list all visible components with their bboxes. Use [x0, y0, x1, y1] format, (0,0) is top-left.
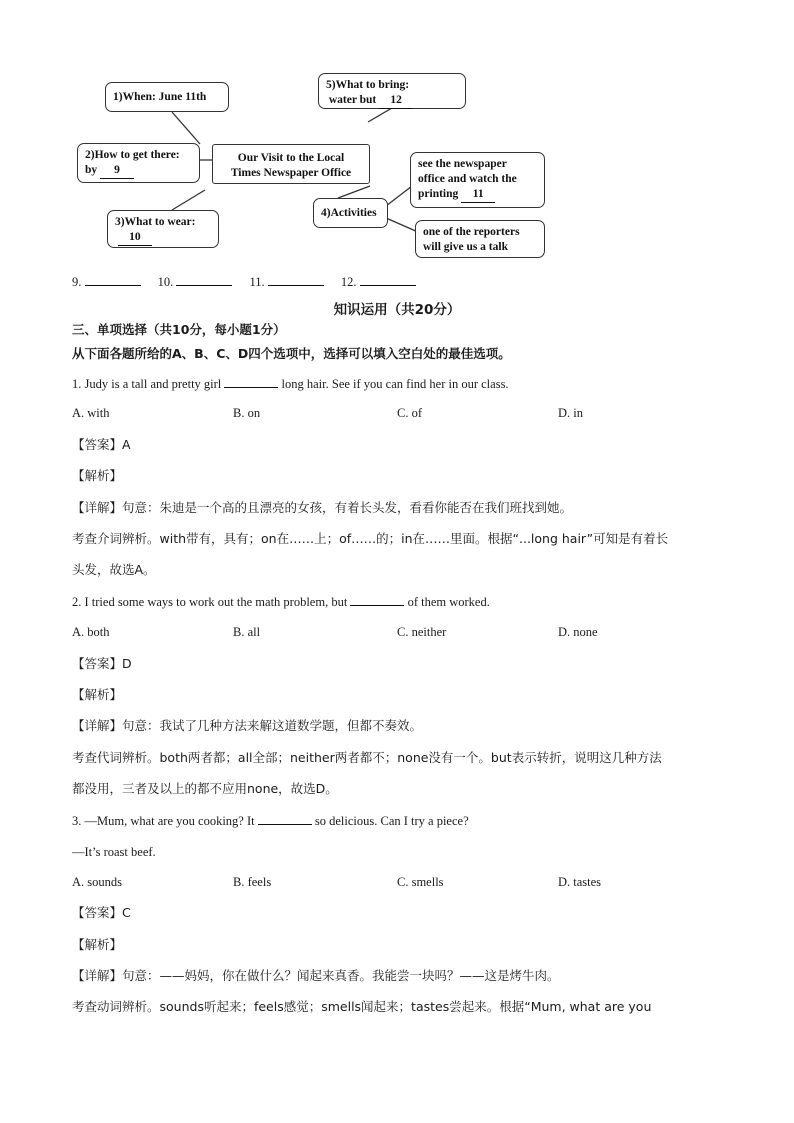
blank-12[interactable]: 12	[379, 93, 413, 109]
question-blank[interactable]	[224, 376, 278, 388]
wear-title: 3)What to wear:	[115, 216, 196, 228]
stem-part-b: so delicious. Can I try a piece?	[314, 814, 469, 828]
option-d[interactable]: D. in	[558, 406, 583, 420]
blank-11[interactable]: 11	[461, 187, 495, 203]
act2-line-2: will give us a talk	[423, 241, 508, 253]
center-line-1: Our Visit to the Local	[237, 152, 345, 164]
question-2-answer: 【答案】D	[72, 656, 132, 671]
act1-line-3	[418, 187, 537, 203]
question-1-detail: 【详解】句意：朱迪是一个高的且漂亮的女孩，有着长头发，看看你能否在我们班找到她。	[72, 500, 573, 515]
question-2-stem	[72, 594, 490, 610]
mind-map-diagram	[0, 0, 794, 270]
box-activity-2	[415, 220, 545, 258]
answer-blank-12[interactable]	[341, 273, 416, 290]
option-c[interactable]: C. smells	[397, 875, 444, 889]
option-b[interactable]: B. all	[233, 625, 261, 639]
box-bring	[318, 73, 466, 109]
option-d[interactable]: D. none	[558, 625, 598, 639]
question-1-answer: 【答案】A	[72, 437, 131, 452]
answer-blank-10[interactable]	[158, 273, 233, 290]
box-activities	[313, 198, 388, 228]
wear-line	[115, 230, 211, 246]
option-b[interactable]: B. feels	[233, 875, 272, 889]
answer-blank-9[interactable]	[72, 273, 141, 290]
question-1-explain-1: 考查介词辨析。with带有，具有；on在……上；of……的；in在……里面。根据“...long hair”可知是有着长	[72, 531, 669, 546]
stem-part-b: long hair. See if you can find her in our class.	[281, 377, 509, 391]
connector-act2	[386, 218, 418, 232]
how-title: 2)How to get there:	[85, 149, 180, 161]
question-1-stem	[72, 376, 509, 392]
question-2-analysis: 【解析】	[72, 687, 123, 702]
question-1-analysis: 【解析】	[72, 468, 123, 483]
box-wear	[107, 210, 219, 248]
connector-when	[172, 112, 200, 144]
question-blank[interactable]	[350, 594, 404, 606]
activities-label: 4)Activities	[321, 207, 377, 219]
blank-number: 12.	[340, 275, 357, 289]
question-2-explain-2: 都没用，三者及以上的都不应用none，故选D。	[72, 781, 338, 796]
question-3-reply: —It’s roast beef.	[72, 845, 156, 859]
blank-number: 9.	[72, 275, 82, 289]
part-heading: 三、单项选择（共10分，每小题1分）	[72, 322, 286, 337]
act1-line-1: see the newspaper	[418, 158, 507, 170]
bring-line-text: water but	[328, 94, 377, 106]
option-a[interactable]: A. with	[72, 406, 110, 420]
connector-activities	[338, 186, 370, 198]
question-3-stem	[72, 813, 469, 829]
instruction: 从下面各题所给的A、B、C、D四个选项中，选择可以填入空白处的最佳选项。	[72, 346, 511, 361]
section-title: 知识运用（共20分）	[333, 302, 461, 318]
box-how	[77, 143, 200, 183]
blank-9[interactable]: 9	[100, 163, 134, 179]
connector-wear	[172, 190, 205, 210]
bring-title: 5)What to bring:	[326, 79, 410, 91]
box-when	[105, 82, 229, 112]
option-c[interactable]: C. of	[397, 406, 422, 420]
center-line-2: Times Newspaper Office	[230, 167, 352, 179]
stem-part-a: 3. —Mum, what are you cooking? It	[72, 814, 255, 828]
connector-act1	[386, 186, 412, 206]
option-b[interactable]: B. on	[233, 406, 261, 420]
how-line-text: by	[85, 164, 98, 176]
box-activity-1	[410, 152, 545, 208]
blank-10[interactable]: 10	[118, 230, 152, 246]
act1-line-2: office and watch the	[418, 173, 517, 185]
option-a[interactable]: A. sounds	[72, 875, 123, 889]
question-1-explain-2: 头发，故选A。	[72, 562, 156, 577]
when-label: 1)When: June 11th	[113, 91, 207, 103]
blank-number: 10.	[157, 275, 174, 289]
question-3-analysis: 【解析】	[72, 937, 123, 952]
blank-number: 11.	[249, 275, 265, 289]
bring-line	[326, 93, 458, 109]
box-center-topic	[212, 144, 370, 184]
stem-part-b: of them worked.	[407, 595, 490, 609]
question-2-detail: 【详解】句意：我试了几种方法来解这道数学题，但都不奏效。	[72, 718, 423, 733]
how-line	[85, 163, 192, 179]
act2-line-1: one of the reporters	[423, 226, 520, 238]
option-d[interactable]: D. tastes	[558, 875, 602, 889]
act1-line-3-text: printing	[418, 188, 459, 200]
question-3-answer: 【答案】C	[72, 905, 131, 920]
question-3-explain-1: 考查动词辨析。sounds听起来；feels感觉；smells闻起来；tastes尝起来。根据“Mum, what are you	[72, 999, 652, 1014]
question-blank[interactable]	[258, 813, 312, 825]
question-2-explain-1: 考查代词辨析。both两者都；all全部；neither两者都不；none没有一个。but表示转折，说明这几种方法	[72, 750, 662, 765]
answer-blank-11[interactable]	[250, 273, 324, 290]
stem-part-a: 2. I tried some ways to work out the math problem, but	[72, 595, 348, 609]
option-c[interactable]: C. neither	[397, 625, 447, 639]
question-3-detail: 【详解】句意：——妈妈，你在做什么？闻起来真香。我能尝一块吗？——这是烤牛肉。	[72, 968, 560, 983]
answer-blanks-row	[72, 273, 430, 290]
stem-part-a: 1. Judy is a tall and pretty girl	[72, 377, 222, 391]
connector-bring	[368, 108, 392, 122]
option-a[interactable]: A. both	[72, 625, 110, 639]
